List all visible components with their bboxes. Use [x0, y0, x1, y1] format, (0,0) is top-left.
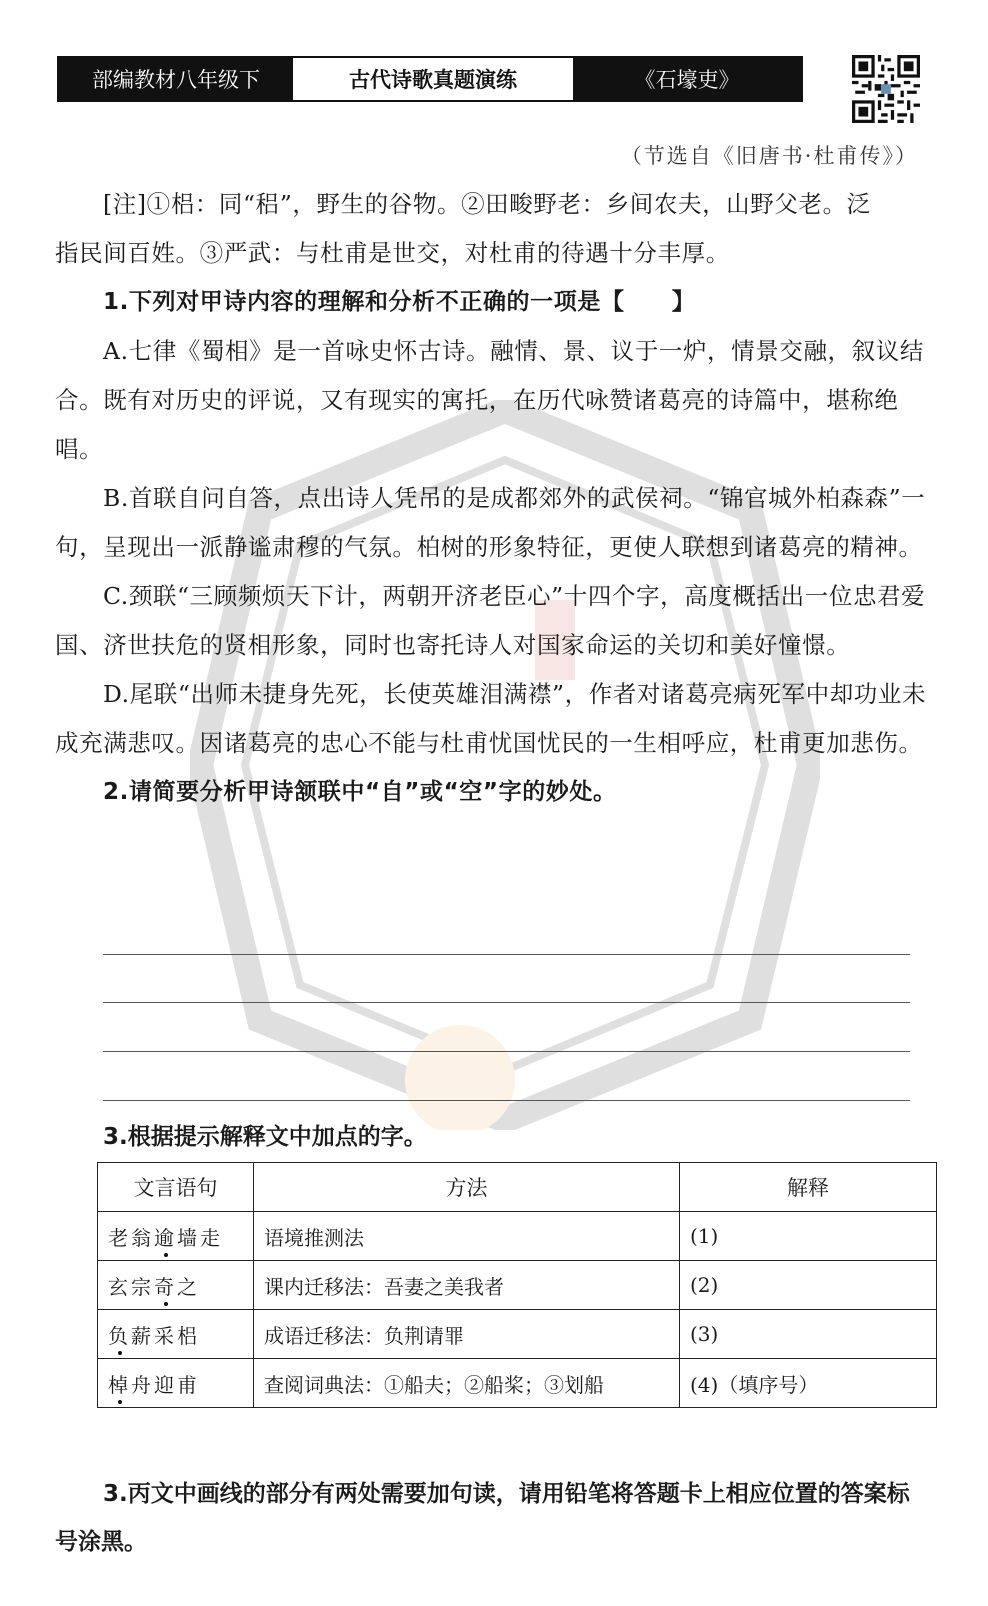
question-4-stem: 3.丙文中画线的部分有两处需要加句读，请用铅笔将答题卡上相应位置的答案标号涂黑。: [55, 1481, 910, 1555]
answer-cell[interactable]: (2): [680, 1261, 937, 1310]
sentence-cell: 玄宗奇之: [98, 1261, 254, 1310]
dotted-char: 负: [108, 1320, 131, 1349]
answer-line[interactable]: [103, 954, 910, 955]
col-header-method: 方法: [254, 1163, 680, 1212]
method-cell: 查阅词典法：①船夫；②船桨；③划船: [254, 1359, 680, 1408]
table-row: [98, 1212, 937, 1261]
option-a: A.七律《蜀相》是一首咏史怀古诗。融情、景、议于一炉，情景交融，叙议结合。既有对历史的评说，又有现实的寓托，在历代咏赞诸葛亮的诗篇中，堪称绝唱。: [55, 337, 924, 463]
header-grade: 部编教材八年级下: [59, 58, 293, 100]
answer-line[interactable]: [103, 1051, 910, 1052]
method-cell: 语境推测法: [254, 1212, 680, 1261]
answer-line[interactable]: [103, 1002, 910, 1003]
header-bar: [57, 56, 803, 102]
sentence-cell: 棹舟迎甫: [98, 1359, 254, 1408]
table-row: [98, 1310, 937, 1359]
option-d: D.尾联“出师未捷身先死，长使英雄泪满襟”，作者对诸葛亮病死军中却功业未成充满悲叹。因诸葛亮的忠心不能与杜甫忧国忧民的一生相呼应，杜甫更加悲伤。: [55, 680, 927, 757]
question-2-stem: 2.请简要分析甲诗颔联中“自”或“空”字的妙处。: [103, 779, 617, 805]
qr-code-icon[interactable]: [852, 55, 920, 123]
sentence-cell: 老翁逾墙走: [98, 1212, 254, 1261]
option-b: B.首联自问自答，点出诗人凭吊的是成都郊外的武侯祠。“锦官城外柏森森”一句，呈现出一派静谧肃穆的气氛。柏树的形象特征，更使人联想到诸葛亮的精神。: [55, 484, 926, 561]
answer-line[interactable]: [103, 1100, 910, 1101]
note-line-2: 指民间百姓。③严武：与杜甫是世交，对杜甫的待遇十分丰厚。: [55, 239, 730, 267]
question-3-stem: 3.根据提示解释文中加点的字。: [103, 1124, 427, 1150]
header-title: 《石壕吏》: [573, 58, 801, 100]
document-body: [55, 180, 927, 817]
table-header-row: [98, 1163, 937, 1212]
method-cell: 课内迁移法：吾妻之美我者: [254, 1261, 680, 1310]
dotted-char: 逾: [154, 1222, 177, 1251]
dotted-char: 奇: [154, 1271, 177, 1300]
answer-cell[interactable]: (3): [680, 1310, 937, 1359]
header-section: 古代诗歌真题演练: [293, 58, 573, 100]
dotted-char: 棹: [108, 1369, 131, 1398]
answer-cell[interactable]: (1): [680, 1212, 937, 1261]
col-header-explanation: 解释: [680, 1163, 937, 1212]
table-row: [98, 1261, 937, 1310]
method-cell: 成语迁移法：负荆请罪: [254, 1310, 680, 1359]
word-explanation-table: [97, 1162, 937, 1408]
sentence-cell: 负薪采梠: [98, 1310, 254, 1359]
question-1-stem: 1.下列对甲诗内容的理解和分析不正确的一项是【 】: [103, 289, 696, 315]
source-citation: （节选自《旧唐书·杜甫传》）: [620, 144, 918, 168]
option-c: C.颈联“三顾频烦天下计，两朝开济老臣心”十四个字，高度概括出一位忠君爱国、济世扶危的贤相形象，同时也寄托诗人对国家命运的关切和美好憧憬。: [55, 582, 926, 659]
answer-cell[interactable]: (4)（填序号）: [680, 1359, 937, 1408]
note-line-1: [注]①梠：同“稆”，野生的谷物。②田畯野老：乡间农夫，山野父老。泛: [103, 190, 871, 218]
table-row: [98, 1359, 937, 1408]
col-header-sentence: 文言语句: [98, 1163, 254, 1212]
